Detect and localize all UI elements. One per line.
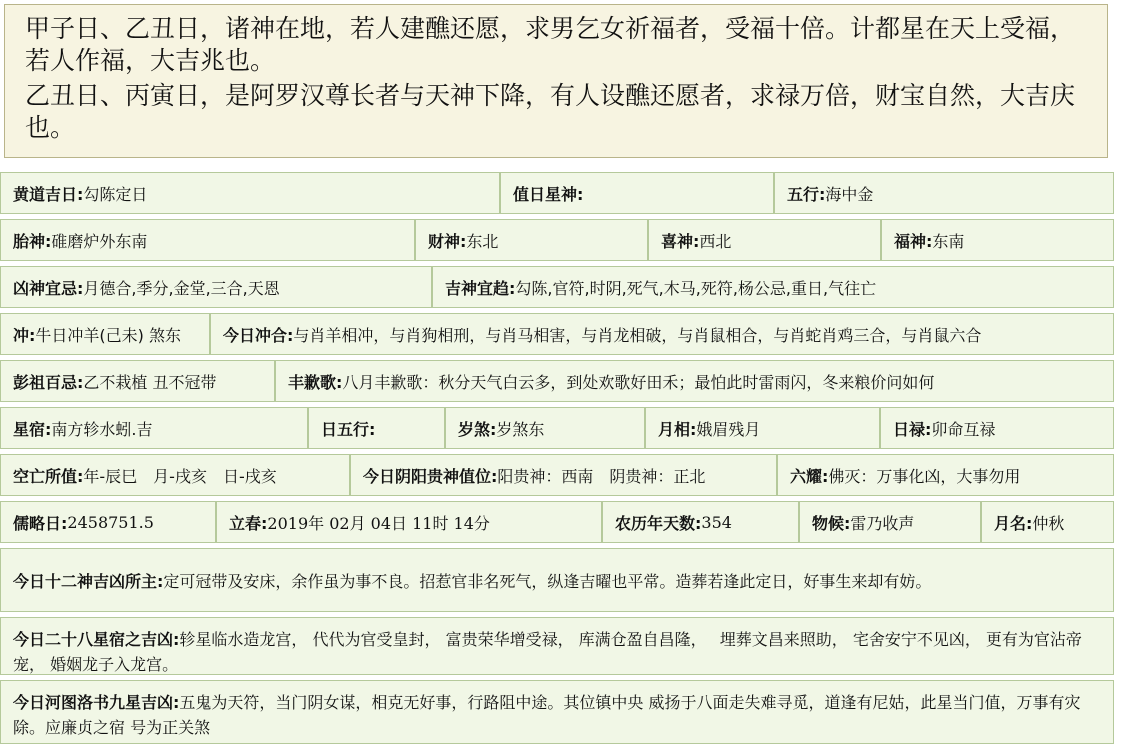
row-rulue xyxy=(0,501,1114,543)
cell-shiershen: 今日十二神吉凶所主: 定可冠带及安床，余作虽为事不良。招惹官非名死气，纵逢吉曜也平常。造葬若逢此定日，好事生来却有妨。 xyxy=(0,548,1114,612)
cell-riwuxing: 日五行: xyxy=(308,407,445,449)
cell-taishen: 胎神: 碓磨炉外东南 xyxy=(0,219,415,261)
row-ershiba xyxy=(0,617,1114,675)
cell-rulue: 儒略日: 2458751.5 xyxy=(0,501,216,543)
cell-chonghe: 今日冲合: 与肖羊相冲，与肖狗相刑，与肖马相害，与肖龙相破，与肖鼠相合，与肖蛇肖鸡三合，与肖鼠六合 xyxy=(210,313,1114,355)
row-jiuxing xyxy=(0,680,1114,744)
row-huangdao xyxy=(0,172,1114,214)
row-xingxiu xyxy=(0,407,1114,449)
cell-xishen: 喜神: 西北 xyxy=(648,219,881,261)
cell-rilu: 日禄: 卯命互禄 xyxy=(880,407,1114,449)
row-shen xyxy=(0,219,1114,261)
cell-fengqian: 丰歉歌: 八月丰歉歌：秋分天气白云多，到处欢歌好田禾；最怕此时雷雨闪，冬来粮价问如何 xyxy=(275,360,1114,402)
cell-jishen: 吉神宜趋: 勾陈,官符,时阴,死气,木马,死符,杨公忌,重日,气往亡 xyxy=(432,266,1114,308)
intro-paragraph-1: 甲子日、乙丑日，诸神在地，若人建醮还愿，求男乞女祈福者，受福十倍。计都星在天上受福，若人作福，大吉兆也。 xyxy=(25,14,1076,75)
cell-xiongshen: 凶神宜忌: 月德合,季分,金堂,三合,天恩 xyxy=(0,266,432,308)
cell-jiuxing: 今日河图洛书九星吉凶:五鬼为天符，当门阴女谋，相克无好事，行路阻中途。其位镇中央 威扬于八面走失难寻觅，道逢有尼姑，此星当门值，万事有灾除。应廉贞之宿 号为正关煞 xyxy=(0,680,1114,744)
cell-chong: 冲: 牛日冲羊(己未) 煞东 xyxy=(0,313,210,355)
intro-paragraph-2: 乙丑日、丙寅日，是阿罗汉尊长者与天神下降，有人设醮还愿者，求禄万倍，财宝自然，大吉庆也。 xyxy=(25,81,1076,142)
cell-wuhou: 物候: 雷乃收声 xyxy=(799,501,981,543)
cell-ershiba: 今日二十八星宿之吉凶:轸星临水造龙宫， 代代为官受皇封， 富贵荣华增受禄， 库满仓盈自昌隆， 埋葬文昌来照助， 宅舍安宁不见凶， 更有为官沾帝宠， 婚姻龙子入龙宫。 xyxy=(0,617,1114,675)
cell-kongwang: 空亡所值: 年-辰巳 月-戌亥 日-戌亥 xyxy=(0,454,350,496)
cell-yuexiang: 月相: 娥眉残月 xyxy=(645,407,880,449)
row-chong xyxy=(0,313,1114,355)
cell-yueming: 月名: 仲秋 xyxy=(981,501,1114,543)
cell-nongli: 农历年天数: 354 xyxy=(602,501,799,543)
row-shiershen xyxy=(0,548,1114,612)
row-pengzu xyxy=(0,360,1114,402)
cell-wuxing: 五行: 海中金 xyxy=(774,172,1114,214)
cell-suisha: 岁煞: 岁煞东 xyxy=(445,407,645,449)
cell-liuyao: 六耀: 佛灭：万事化凶，大事勿用 xyxy=(777,454,1114,496)
cell-lichun: 立春: 2019年 02月 04日 11时 14分 xyxy=(216,501,602,543)
intro-panel xyxy=(4,4,1108,158)
cell-huangdao: 黄道吉日: 勾陈定日 xyxy=(0,172,500,214)
cell-fushen: 福神: 东南 xyxy=(881,219,1114,261)
cell-guishen: 今日阴阳贵神值位: 阳贵神：西南 阴贵神：正北 xyxy=(350,454,777,496)
cell-xingxiu: 星宿: 南方轸水蚓.吉 xyxy=(0,407,308,449)
cell-caishen: 财神: 东北 xyxy=(415,219,648,261)
row-kongwang xyxy=(0,454,1114,496)
cell-pengzu: 彭祖百忌: 乙不栽植 丑不冠带 xyxy=(0,360,275,402)
row-yiji xyxy=(0,266,1114,308)
cell-zhiri: 值日星神: xyxy=(500,172,774,214)
